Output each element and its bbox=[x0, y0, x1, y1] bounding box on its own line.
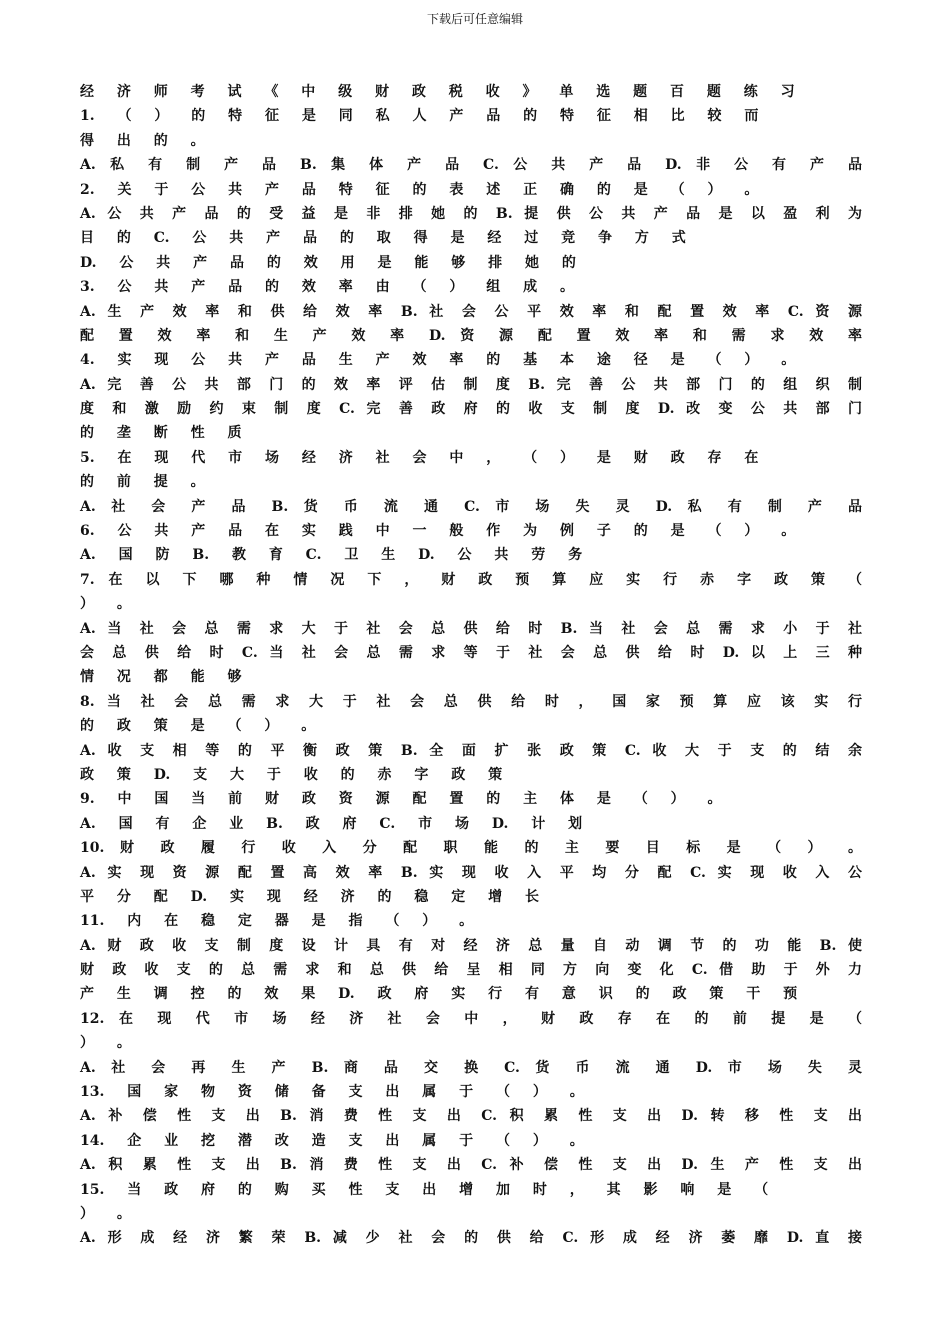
text-line: 5. 在 现 代 市 场 经 济 社 会 中 ， （ ） 是 财 政 存 在 bbox=[80, 449, 759, 466]
text-line: A. 收 支 相 等 的 平 衡 政 策 B. 全 面 扩 张 政 策 C. 收 大 于 支 的 结 余 bbox=[80, 742, 862, 759]
text-line: 的 前 提 。 bbox=[80, 474, 205, 491]
text-line: 6. 公 共 产 品 在 实 践 中 一 般 作 为 例 子 的 是 （ ） 。 bbox=[80, 523, 796, 540]
text-line: D. 公 共 产 品 的 效 用 是 能 够 排 她 的 bbox=[80, 254, 576, 271]
text-line: 7. 在 以 下 哪 种 情 况 下 ， 财 政 预 算 应 实 行 赤 字 政 策 （ bbox=[80, 571, 862, 588]
text-line: A. 补 偿 性 支 出 B. 消 费 性 支 出 C. 积 累 性 支 出 D. 转 移 性 支 出 bbox=[80, 1108, 862, 1125]
text-line: A. 完 善 公 共 部 门 的 效 率 评 估 制 度 B. 完 善 公 共 部 门 的 组 织 制 bbox=[80, 376, 862, 393]
text-line: A. 国 有 企 业 B. 政 府 C. 市 场 D. 计 划 bbox=[80, 815, 583, 832]
text-line: A. 公 共 产 品 的 受 益 是 非 排 她 的 B. 提 供 公 共 产 品 是 以 盈 利 为 bbox=[80, 205, 862, 222]
text-line: 政 策 D. 支 大 于 收 的 赤 字 政 策 bbox=[80, 766, 503, 783]
text-line: 10. 财 政 履 行 收 入 分 配 职 能 的 主 要 目 标 是 （ ） 。 bbox=[80, 840, 862, 857]
text-line: 平 分 配 D. 实 现 经 济 的 稳 定 增 长 bbox=[80, 888, 540, 905]
text-line: A. 社 会 产 品 B. 货 币 流 通 C. 市 场 失 灵 D. 私 有 制 产 品 bbox=[80, 498, 862, 515]
text-line: 13. 国 家 物 资 储 备 支 出 属 于 （ ） 。 bbox=[80, 1084, 584, 1101]
text-line: 目 的 C. 公 共 产 品 的 取 得 是 经 过 竞 争 方 式 bbox=[80, 230, 686, 247]
text-line: 12. 在 现 代 市 场 经 济 社 会 中 ， 财 政 存 在 的 前 提 是 （ bbox=[80, 1010, 862, 1027]
text-line: 14. 企 业 挖 潜 改 造 支 出 属 于 （ ） 。 bbox=[80, 1132, 584, 1149]
text-line: A. 财 政 收 支 制 度 设 计 具 有 对 经 济 总 量 自 动 调 节 的 功 能 B. 使 bbox=[80, 937, 862, 954]
text-line: ） 。 bbox=[80, 1035, 131, 1052]
text-line: 4. 实 现 公 共 产 品 生 产 效 率 的 基 本 途 径 是 （ ） 。 bbox=[80, 352, 796, 369]
text-line: 产 生 调 控 的 效 果 D. 政 府 实 行 有 意 识 的 政 策 干 预 bbox=[80, 986, 798, 1003]
text-line: 配 置 效 率 和 生 产 效 率 D. 资 源 配 置 效 率 和 需 求 效 率 bbox=[80, 327, 862, 344]
text-line: 情 况 都 能 够 bbox=[80, 669, 242, 686]
document-body bbox=[80, 80, 862, 1251]
text-line: A. 当 社 会 总 需 求 大 于 社 会 总 供 给 时 B. 当 社 会 总 需 求 小 于 社 bbox=[80, 620, 862, 637]
text-line: 的 垄 断 性 质 bbox=[80, 425, 242, 442]
text-line: 得 出 的 。 bbox=[80, 132, 205, 149]
text-line: 2. 关 于 公 共 产 品 特 征 的 表 述 正 确 的 是 （ ） 。 bbox=[80, 181, 759, 198]
text-line: A. 生 产 效 率 和 供 给 效 率 B. 社 会 公 平 效 率 和 配 置 效 率 C. 资 源 bbox=[80, 303, 862, 320]
text-line: A. 国 防 B. 教 育 C. 卫 生 D. 公 共 劳 务 bbox=[80, 547, 583, 564]
text-line: A. 社 会 再 生 产 B. 商 品 交 换 C. 货 币 流 通 D. 市 场 失 灵 bbox=[80, 1059, 862, 1076]
page-header: 下载后可任意编辑 bbox=[426, 12, 523, 26]
text-line: 15. 当 政 府 的 购 买 性 支 出 增 加 时 ， 其 影 响 是 （ bbox=[80, 1181, 769, 1198]
text-line: 度 和 激 励 约 束 制 度 C. 完 善 政 府 的 收 支 制 度 D. 改 变 公 共 部 门 bbox=[80, 401, 862, 418]
text-line: A. 实 现 资 源 配 置 高 效 率 B. 实 现 收 入 平 均 分 配 C. 实 现 收 入 公 bbox=[80, 864, 862, 881]
text-line: 财 政 收 支 的 总 需 求 和 总 供 给 呈 相 同 方 向 变 化 C. 借 助 于 外 力 bbox=[80, 962, 862, 979]
text-line: 9. 中 国 当 前 财 政 资 源 配 置 的 主 体 是 （ ） 。 bbox=[80, 791, 722, 808]
text-line: 1. （ ） 的 特 征 是 同 私 人 产 品 的 特 征 相 比 较 而 bbox=[80, 108, 759, 125]
text-line: 经 济 师 考 试 《 中 级 财 政 税 收 》 单 选 题 百 题 练 习 bbox=[80, 84, 795, 100]
text-line: A. 积 累 性 支 出 B. 消 费 性 支 出 C. 补 偿 性 支 出 D. 生 产 性 支 出 bbox=[80, 1157, 862, 1174]
text-line: A. 形 成 经 济 繁 荣 B. 减 少 社 会 的 供 给 C. 形 成 经 济 萎 靡 D. 直 接 bbox=[80, 1230, 862, 1247]
text-line: 的 政 策 是 （ ） 。 bbox=[80, 718, 316, 735]
text-line: ） 。 bbox=[80, 1205, 131, 1222]
text-line: 会 总 供 给 时 C. 当 社 会 总 需 求 等 于 社 会 总 供 给 时 D. 以 上 三 种 bbox=[80, 644, 862, 661]
text-line: 11. 内 在 稳 定 器 是 指 （ ） 。 bbox=[80, 913, 474, 930]
text-line: 3. 公 共 产 品 的 效 率 由 （ ） 组 成 。 bbox=[80, 279, 574, 296]
text-line: A. 私 有 制 产 品 B. 集 体 产 品 C. 公 共 产 品 D. 非 公 有 产 品 bbox=[80, 157, 862, 174]
text-line: 8. 当 社 会 总 需 求 大 于 社 会 总 供 给 时 ， 国 家 预 算 应 该 实 行 bbox=[80, 693, 862, 710]
text-line: ） 。 bbox=[80, 596, 131, 613]
